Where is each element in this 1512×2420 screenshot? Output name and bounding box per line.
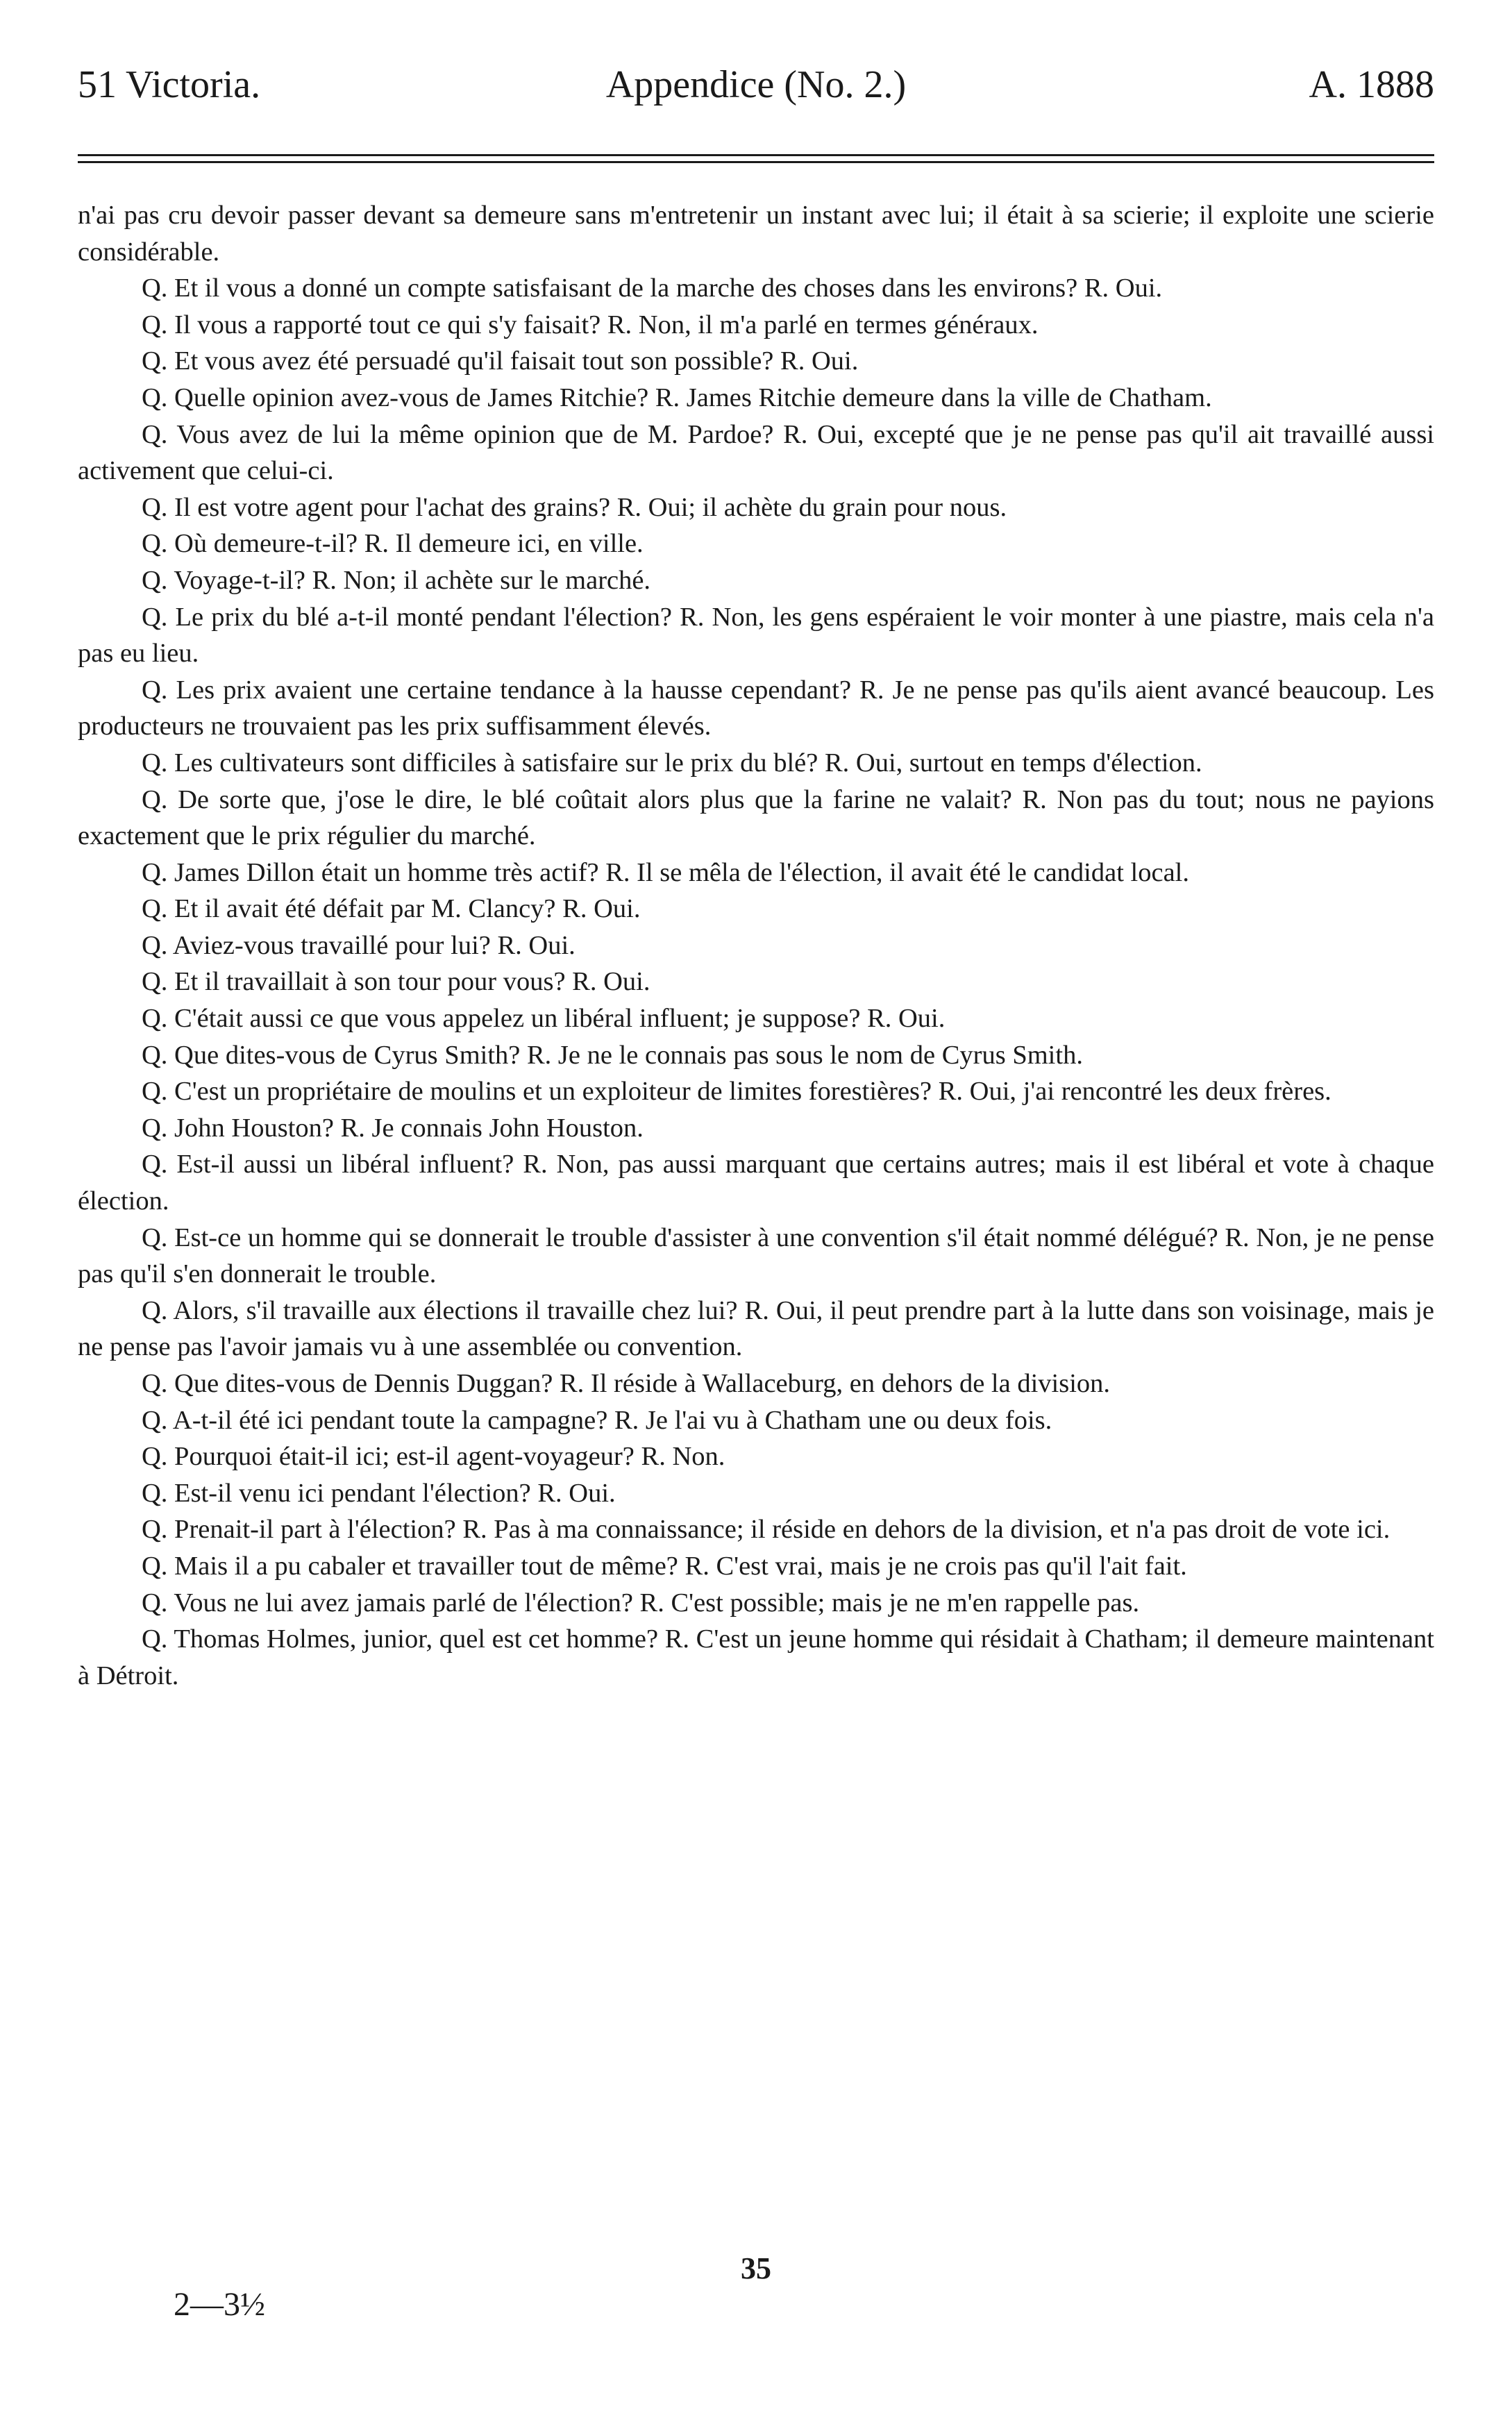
paragraph: Q. Où demeure-t-il? R. Il demeure ici, en ville. <box>142 529 644 559</box>
paragraph: Q. Mais il a pu cabaler et travailler tout de même? R. C'est vrai, mais je ne crois pas qu'il l'ait fait. <box>142 1551 1187 1581</box>
running-header <box>78 57 1434 112</box>
paragraph: Q. C'était aussi ce que vous appelez un libéral influent; je suppose? R. Oui. <box>142 1004 946 1034</box>
paragraph: Q. Vous ne lui avez jamais parlé de l'élection? R. C'est possible; mais je ne m'en rappelle pas. <box>142 1588 1140 1617</box>
paragraph: Q. Alors, s'il travaille aux élections il travaille chez lui? R. Oui, il peut prendre part à la lutte dans son voisinage, mais je ne pense pas l'avoir jamais vu à une assemblée ou convention. <box>78 1295 1434 1362</box>
page-number: 35 <box>741 2251 771 2285</box>
paragraph: Q. Prenait-il part à l'élection? R. Pas à ma connaissance; il réside en dehors de la division, et n'a pas droit de vote ici. <box>142 1515 1391 1545</box>
paragraph: Q. Et il travaillait à son tour pour vous? R. Oui. <box>142 967 650 997</box>
paragraph: Q. Il vous a rapporté tout ce qui s'y faisait? R. Non, il m'a parlé en termes généraux. <box>142 310 1039 339</box>
header-rule-bottom <box>78 161 1434 163</box>
paragraph: Q. Thomas Holmes, junior, quel est cet homme? R. C'est un jeune homme qui résidait à Chatham; il demeure maintenant à Détroit. <box>78 1624 1434 1690</box>
paragraph: n'ai pas cru devoir passer devant sa demeure sans m'entretenir un instant avec lui; il était à sa scierie; il exploite une scierie considérable. <box>78 201 1434 267</box>
header-session: 51 Victoria. <box>78 63 261 106</box>
paragraph: Q. Est-il aussi un libéral influent? R. Non, pas aussi marquant que certains autres; mais il est libéral et vote à chaque élection. <box>78 1150 1434 1216</box>
paragraph: Q. C'est un propriétaire de moulins et un exploiteur de limites forestières? R. Oui, j'ai rencontré les deux frères. <box>142 1077 1332 1107</box>
paragraph: Q. A-t-il été ici pendant toute la campagne? R. Je l'ai vu à Chatham une ou deux fois. <box>142 1405 1052 1435</box>
paragraph: Q. Vous avez de lui la même opinion que de M. Pardoe? R. Oui, excepté que je ne pense pas qu'il ait travaillé aussi activement que celui-ci. <box>78 419 1434 486</box>
paragraph: Q. Le prix du blé a-t-il monté pendant l'élection? R. Non, les gens espéraient le voir monter à une piastre, mais cela n'a pas eu lieu. <box>78 602 1434 669</box>
body-text <box>78 197 1434 1694</box>
paragraph: Q. Aviez-vous travaillé pour lui? R. Oui. <box>142 930 576 960</box>
paragraph: Q. Et il vous a donné un compte satisfaisant de la marche des choses dans les environs? R. Oui. <box>142 274 1163 303</box>
paragraph: Q. Il est votre agent pour l'achat des grains? R. Oui; il achète du grain pour nous. <box>142 492 1007 522</box>
paragraph: Q. De sorte que, j'ose le dire, le blé coûtait alors plus que la farine ne valait? R. Non pas du tout; nous ne payions exactement que le prix régulier du marché. <box>78 784 1434 851</box>
paragraph: Q. Est-il venu ici pendant l'élection? R. Oui. <box>142 1478 616 1508</box>
header-appendix: Appendice (No. 2.) <box>605 63 907 106</box>
paragraph: Q. John Houston? R. Je connais John Houston. <box>142 1113 644 1143</box>
header-year: A. 1888 <box>1309 63 1434 106</box>
paragraph: Q. Pourquoi était-il ici; est-il agent-voyageur? R. Non. <box>142 1442 725 1472</box>
paragraph: Q. Est-ce un homme qui se donnerait le trouble d'assister à une convention s'il était nommé délégué? R. Non, je ne pense pas qu'il s'en donnerait le trouble. <box>78 1222 1434 1289</box>
paragraph: Q. James Dillon était un homme très actif? R. Il se mêla de l'élection, il avait été le candidat local. <box>142 857 1189 887</box>
header-rule-top <box>78 154 1434 156</box>
paragraph: Q. Les prix avaient une certaine tendance à la hausse cependant? R. Je ne pense pas qu'ils aient avancé beaucoup. Les producteurs ne trouvaient pas les prix suffisamment élevés. <box>78 675 1434 741</box>
paragraph: Q. Voyage-t-il? R. Non; il achète sur le marché. <box>142 565 651 595</box>
paragraph: Q. Les cultivateurs sont difficiles à satisfaire sur le prix du blé? R. Oui, surtout en temps d'élection. <box>142 748 1202 778</box>
paragraph: Q. Que dites-vous de Cyrus Smith? R. Je ne le connais pas sous le nom de Cyrus Smith. <box>142 1040 1083 1070</box>
signature-mark: 2—3½ <box>174 2286 265 2323</box>
paragraph: Q. Quelle opinion avez-vous de James Ritchie? R. James Ritchie demeure dans la ville de Chatham. <box>142 383 1212 412</box>
paragraph: Q. Et vous avez été persuadé qu'il faisait tout son possible? R. Oui. <box>142 346 859 376</box>
paragraph: Q. Que dites-vous de Dennis Duggan? R. Il réside à Wallaceburg, en dehors de la division. <box>142 1369 1111 1398</box>
paragraph: Q. Et il avait été défait par M. Clancy? R. Oui. <box>142 894 641 924</box>
